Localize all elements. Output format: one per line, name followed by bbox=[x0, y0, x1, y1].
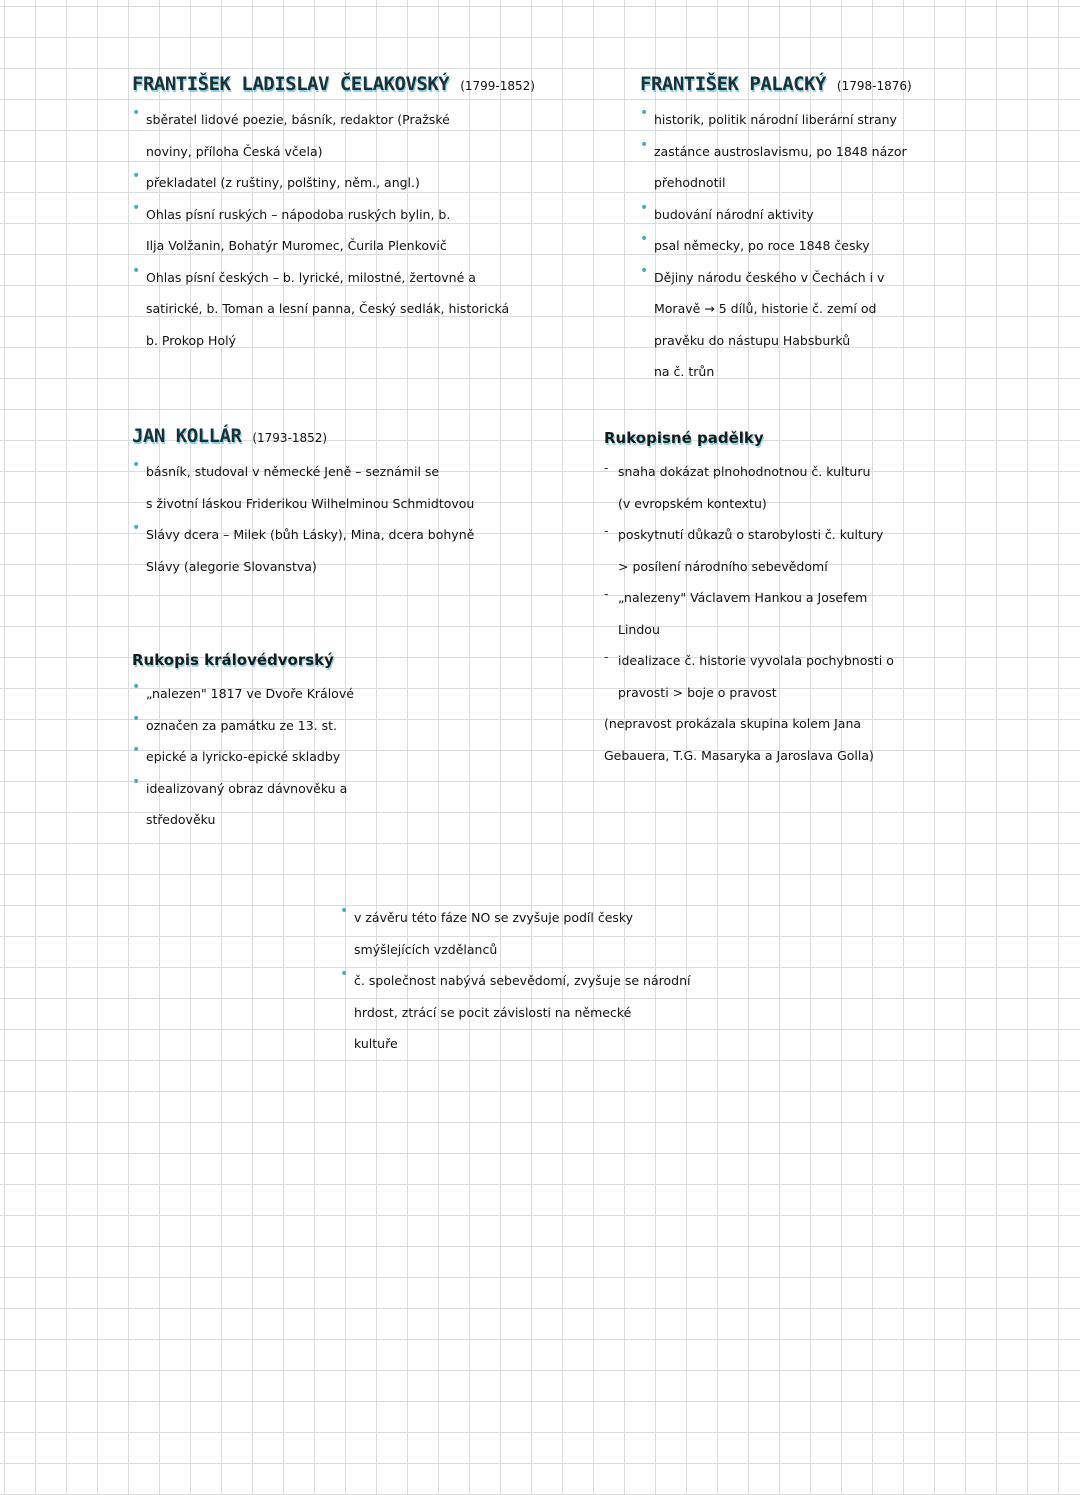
list-item: • v závěru této fáze NO se zvyšuje podíl česky smýšlejících vzdělanců bbox=[340, 902, 780, 965]
rukopis-list bbox=[132, 678, 572, 836]
list-item: • „nalezen" 1817 ve Dvoře Králové bbox=[132, 678, 572, 710]
list-item: • historik, politik národní liberární strany bbox=[640, 104, 1040, 136]
list-item: • překladatel (z ruštiny, polštiny, něm., angl.) bbox=[132, 167, 572, 199]
celakovsky-title: FRANTIŠEK LADISLAV ČELAKOVSKÝ bbox=[132, 73, 450, 95]
celakovsky-years: (1799-1852) bbox=[460, 79, 535, 93]
section-kollar bbox=[132, 422, 572, 582]
list-item: • Slávy dcera – Milek (bůh Lásky), Mina, dcera bohyně Slávy (alegorie Slovanstva) bbox=[132, 519, 572, 582]
padelky-title: Rukopisné padělky bbox=[604, 429, 764, 447]
palacky-title: FRANTIŠEK PALACKÝ bbox=[640, 73, 826, 95]
section-palacky bbox=[640, 70, 1040, 388]
palacky-heading bbox=[640, 70, 1040, 100]
kollar-heading bbox=[132, 422, 572, 452]
list-item: • zastánce austroslavismu, po 1848 názor přehodnotil bbox=[640, 136, 1040, 199]
kollar-list bbox=[132, 456, 572, 582]
kollar-years: (1793-1852) bbox=[252, 431, 328, 445]
list-item: • Ohlas písní českých – b. lyrické, milostné, žertovné a satirické, b. Toman a lesní panna, Český sedlák, historická b. Prokop Holý bbox=[132, 262, 572, 357]
padelky-note: (nepravost prokázala skupina kolem Jana Gebauera, T.G. Masaryka a Jaroslava Golla) bbox=[604, 716, 874, 763]
celakovsky-heading bbox=[132, 70, 572, 100]
list-item: - snaha dokázat plnohodnotnou č. kulturu (v evropském kontextu) bbox=[604, 456, 1044, 519]
palacky-list bbox=[640, 104, 1040, 388]
list-item: - idealizace č. historie vyvolala pochybnosti o pravosti > boje o pravost bbox=[604, 645, 1044, 708]
list-item: - „nalezeny" Václavem Hankou a Josefem Lindou bbox=[604, 582, 1044, 645]
conclusion-list bbox=[340, 902, 780, 1060]
list-item: • sběratel lidové poezie, básník, redaktor (Pražské noviny, příloha Česká včela) bbox=[132, 104, 572, 167]
list-item: • psal německy, po roce 1848 česky bbox=[640, 230, 1040, 262]
list-item: • budování národní aktivity bbox=[640, 199, 1040, 231]
list-item: • označen za památku ze 13. st. bbox=[132, 710, 572, 742]
list-item: • idealizovaný obraz dávnověku a středověku bbox=[132, 773, 572, 836]
section-padelky bbox=[604, 424, 1044, 771]
list-item: • Dějiny národu českého v Čechách i v Moravě → 5 dílů, historie č. zemí od pravěku do nástupu Habsburků na č. trůn bbox=[640, 262, 1040, 388]
section-conclusion bbox=[340, 898, 780, 1060]
list-item: - poskytnutí důkazů o starobylosti č. kultury > posílení národního sebevědomí bbox=[604, 519, 1044, 582]
list-item: • č. společnost nabývá sebevědomí, zvyšuje se národní hrdost, ztrácí se pocit závislosti na německé kultuře bbox=[340, 965, 780, 1060]
kollar-title: JAN KOLLÁR bbox=[132, 425, 242, 447]
celakovsky-list bbox=[132, 104, 572, 356]
section-celakovsky bbox=[132, 70, 572, 356]
padelky-list bbox=[604, 456, 1044, 771]
list-item: • epické a lyricko-epické skladby bbox=[132, 741, 572, 773]
rukopis-title: Rukopis královédvorský bbox=[132, 651, 334, 669]
list-item: • Ohlas písní ruských – nápodoba ruských bylin, b. Ilja Volžanin, Bohatýr Muromec, Čurila Plenkovič bbox=[132, 199, 572, 262]
palacky-years: (1798-1876) bbox=[836, 79, 912, 93]
list-item: • básník, studoval v německé Jeně – seznámil se s životní láskou Friderikou Wilhelminou Schmidtovou bbox=[132, 456, 572, 519]
section-rukopis bbox=[132, 646, 572, 836]
